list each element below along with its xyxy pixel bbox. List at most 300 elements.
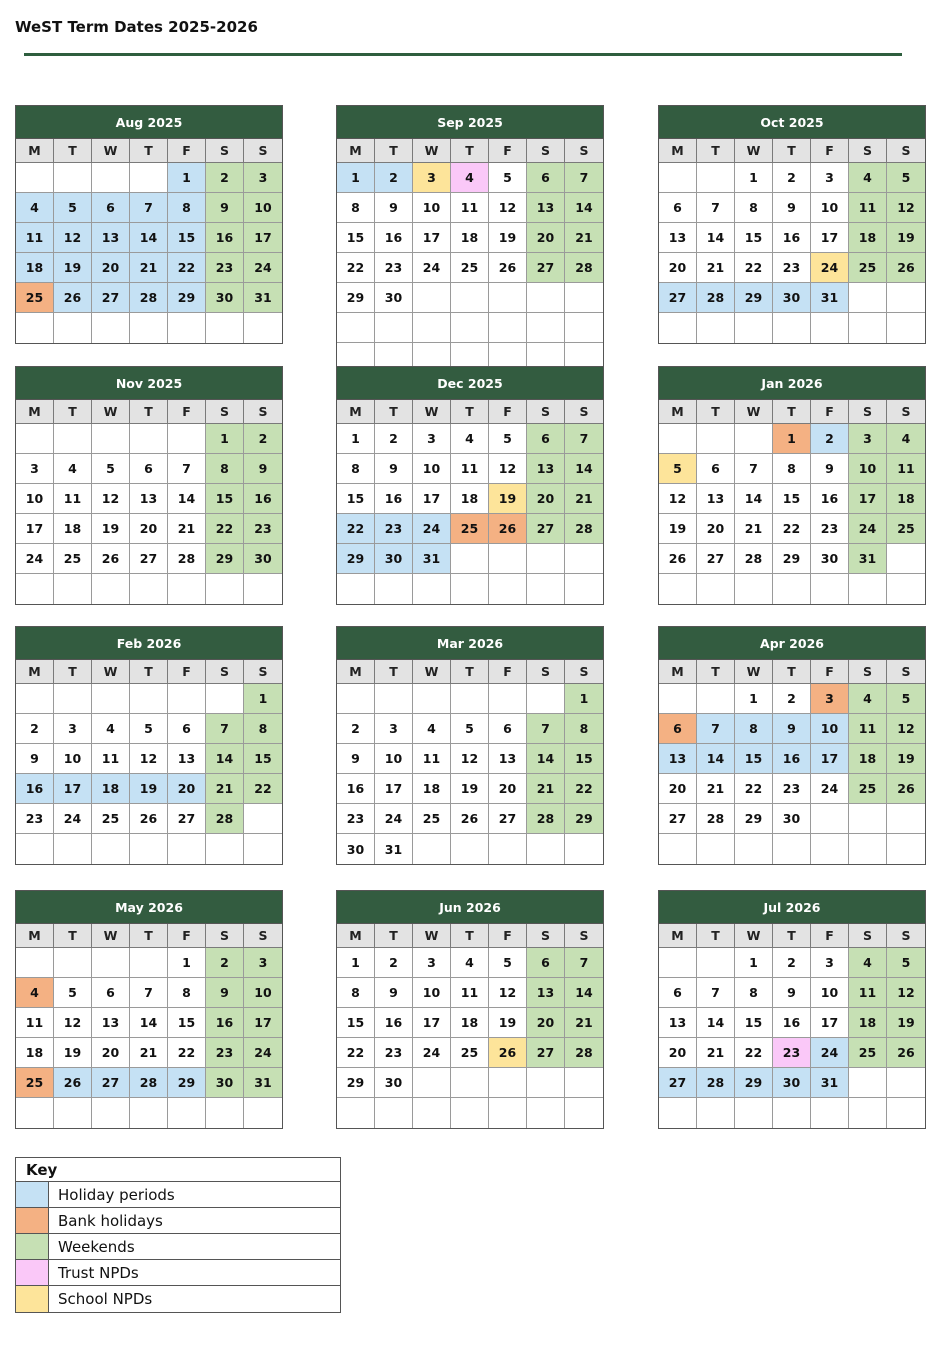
day-cell: 7 [697,978,735,1008]
empty-cell [735,574,773,604]
weekday-header: S [849,660,887,684]
day-cell: 1 [168,948,206,978]
day-cell: 4 [451,424,489,454]
day-cell: 1 [735,948,773,978]
day-cell: 21 [697,253,735,283]
day-cell: 24 [244,1038,282,1068]
day-cell: 28 [206,804,244,834]
day-cell: 19 [887,744,925,774]
weekday-header: M [337,139,375,163]
day-cell: 14 [206,744,244,774]
day-cell: 24 [811,1038,849,1068]
day-cell: 14 [565,978,603,1008]
day-cell: 27 [527,1038,565,1068]
empty-cell [16,424,54,454]
day-cell: 6 [527,948,565,978]
day-cell: 12 [451,744,489,774]
day-cell: 11 [54,484,92,514]
empty-cell [168,574,206,604]
day-cell: 9 [337,744,375,774]
day-cell: 3 [413,948,451,978]
day-cell: 7 [565,948,603,978]
weekday-header: T [54,924,92,948]
day-cell: 30 [206,283,244,313]
day-cell: 17 [811,223,849,253]
day-cell: 26 [887,1038,925,1068]
day-cell: 25 [887,514,925,544]
empty-cell [16,948,54,978]
month-title: Jul 2026 [659,891,925,924]
day-cell: 15 [735,1008,773,1038]
day-cell: 20 [527,484,565,514]
empty-cell [887,834,925,864]
day-cell: 18 [413,774,451,804]
empty-cell [206,574,244,604]
day-cell: 2 [811,424,849,454]
day-cell: 24 [413,514,451,544]
day-cell: 12 [887,714,925,744]
empty-cell [735,424,773,454]
day-cell: 26 [489,253,527,283]
month-title: Aug 2025 [16,106,282,139]
day-cell: 6 [130,454,168,484]
day-cell: 3 [811,684,849,714]
month-title: Feb 2026 [16,627,282,660]
weekday-header: S [887,660,925,684]
weekday-header: S [206,660,244,684]
day-cell: 24 [811,253,849,283]
day-cell: 22 [773,514,811,544]
day-cell: 4 [849,948,887,978]
weekday-header: T [130,139,168,163]
day-cell: 2 [206,163,244,193]
empty-cell [565,574,603,604]
day-cell: 17 [16,514,54,544]
month-title: Mar 2026 [337,627,603,660]
day-cell: 24 [244,253,282,283]
empty-cell [451,313,489,343]
month-calendar [658,890,926,1129]
empty-cell [244,313,282,343]
empty-cell [92,574,130,604]
day-cell: 11 [451,978,489,1008]
month-calendar [658,366,926,605]
day-cell: 16 [811,484,849,514]
key-label: Holiday periods [58,1185,175,1204]
day-cell: 31 [244,1068,282,1098]
empty-cell [489,1098,527,1128]
day-cell: 13 [489,744,527,774]
month-calendar [336,366,604,605]
day-cell: 6 [92,193,130,223]
empty-cell [130,1098,168,1128]
day-cell: 24 [849,514,887,544]
empty-cell [168,684,206,714]
day-cell: 9 [811,454,849,484]
weekday-header: M [659,924,697,948]
empty-cell [527,283,565,313]
empty-cell [659,834,697,864]
month-title: May 2026 [16,891,282,924]
day-cell: 18 [849,1008,887,1038]
weekday-header: T [451,139,489,163]
day-cell: 16 [337,774,375,804]
empty-cell [375,684,413,714]
weekday-header: S [565,139,603,163]
day-cell: 14 [735,484,773,514]
day-cell: 2 [375,163,413,193]
day-cell: 18 [16,253,54,283]
day-cell: 20 [130,514,168,544]
day-cell: 11 [451,454,489,484]
empty-cell [337,313,375,343]
empty-cell [92,163,130,193]
day-cell: 15 [773,484,811,514]
day-cell: 31 [811,1068,849,1098]
school-npd-swatch [16,1286,49,1312]
empty-cell [527,1098,565,1128]
day-grid [337,924,603,1128]
day-cell: 12 [54,223,92,253]
empty-cell [849,1098,887,1128]
day-cell: 18 [16,1038,54,1068]
empty-cell [16,574,54,604]
day-cell: 3 [16,454,54,484]
empty-cell [811,834,849,864]
day-cell: 14 [565,193,603,223]
empty-cell [489,1068,527,1098]
day-cell: 4 [413,714,451,744]
day-cell: 10 [375,744,413,774]
weekday-header: S [206,400,244,424]
month-calendar [15,105,283,344]
day-cell: 13 [697,484,735,514]
day-cell: 30 [773,283,811,313]
day-cell: 31 [375,834,413,864]
empty-cell [849,313,887,343]
day-cell: 27 [92,283,130,313]
day-cell: 2 [16,714,54,744]
day-cell: 2 [375,948,413,978]
day-cell: 19 [451,774,489,804]
day-cell: 21 [206,774,244,804]
empty-cell [16,313,54,343]
day-cell: 29 [337,283,375,313]
day-cell: 28 [168,544,206,574]
day-grid [659,924,925,1128]
weekday-header: F [811,400,849,424]
weekday-header: W [92,660,130,684]
empty-cell [565,313,603,343]
day-cell: 30 [244,544,282,574]
empty-cell [413,313,451,343]
weekday-header: W [413,924,451,948]
empty-cell [337,684,375,714]
day-cell: 28 [565,1038,603,1068]
day-cell: 15 [168,223,206,253]
empty-cell [887,544,925,574]
day-cell: 4 [16,978,54,1008]
weekday-header: S [887,400,925,424]
weekday-header: F [489,400,527,424]
day-cell: 30 [206,1068,244,1098]
empty-cell [887,574,925,604]
day-cell: 16 [206,223,244,253]
weekday-header: M [659,400,697,424]
day-grid [337,660,603,864]
empty-cell [773,1098,811,1128]
day-grid [16,400,282,604]
day-cell: 7 [527,714,565,744]
empty-cell [697,948,735,978]
day-cell: 13 [527,454,565,484]
empty-cell [811,804,849,834]
day-cell: 16 [244,484,282,514]
day-cell: 5 [489,948,527,978]
day-cell: 7 [130,193,168,223]
day-cell: 14 [168,484,206,514]
day-cell: 19 [130,774,168,804]
day-cell: 28 [697,283,735,313]
day-cell: 25 [92,804,130,834]
month-calendar [336,890,604,1129]
weekday-header: S [244,924,282,948]
day-cell: 4 [54,454,92,484]
weekday-header: S [849,400,887,424]
day-cell: 23 [375,1038,413,1068]
day-cell: 23 [244,514,282,544]
day-cell: 20 [527,223,565,253]
day-cell: 24 [16,544,54,574]
day-cell: 10 [849,454,887,484]
day-grid [659,139,925,343]
day-cell: 14 [527,744,565,774]
month-calendar [15,366,283,605]
day-cell: 15 [337,1008,375,1038]
day-cell: 26 [659,544,697,574]
day-cell: 26 [54,1068,92,1098]
day-cell: 5 [130,714,168,744]
empty-cell [887,804,925,834]
day-cell: 26 [54,283,92,313]
weekday-header: T [773,924,811,948]
day-cell: 30 [375,283,413,313]
day-cell: 10 [16,484,54,514]
day-cell: 5 [54,978,92,1008]
day-cell: 24 [811,774,849,804]
weekday-header: S [565,660,603,684]
day-cell: 12 [130,744,168,774]
key-label: Weekends [58,1237,135,1256]
day-cell: 9 [773,714,811,744]
empty-cell [413,574,451,604]
day-cell: 21 [565,484,603,514]
weekday-header: W [413,139,451,163]
day-cell: 16 [773,223,811,253]
weekday-header: T [697,139,735,163]
day-cell: 25 [413,804,451,834]
key-row-weekend [16,1234,340,1260]
day-cell: 8 [735,193,773,223]
day-cell: 12 [54,1008,92,1038]
day-cell: 28 [565,514,603,544]
day-cell: 28 [130,1068,168,1098]
weekday-header: T [697,924,735,948]
day-cell: 9 [16,744,54,774]
day-cell: 10 [54,744,92,774]
empty-cell [451,1098,489,1128]
empty-cell [92,313,130,343]
day-cell: 31 [849,544,887,574]
day-cell: 23 [811,514,849,544]
day-cell: 23 [773,1038,811,1068]
weekday-header: W [735,400,773,424]
day-cell: 13 [659,223,697,253]
day-cell: 10 [244,978,282,1008]
day-cell: 3 [54,714,92,744]
empty-cell [130,574,168,604]
empty-cell [527,313,565,343]
day-cell: 17 [849,484,887,514]
empty-cell [489,684,527,714]
empty-cell [54,424,92,454]
day-cell: 19 [887,1008,925,1038]
key-row-bank [16,1208,340,1234]
day-cell: 25 [16,283,54,313]
day-cell: 26 [489,514,527,544]
month-calendar [15,626,283,865]
day-cell: 23 [206,1038,244,1068]
day-cell: 21 [697,1038,735,1068]
empty-cell [697,834,735,864]
day-cell: 12 [489,193,527,223]
day-grid [16,139,282,343]
day-cell: 19 [92,514,130,544]
day-grid [659,660,925,864]
day-cell: 1 [735,163,773,193]
empty-cell [527,544,565,574]
empty-cell [375,1098,413,1128]
day-cell: 5 [489,163,527,193]
day-cell: 27 [527,514,565,544]
empty-cell [337,1098,375,1128]
day-cell: 5 [54,193,92,223]
day-cell: 11 [887,454,925,484]
day-cell: 13 [659,744,697,774]
empty-cell [849,283,887,313]
key-label: Bank holidays [58,1211,163,1230]
day-cell: 17 [375,774,413,804]
day-cell: 31 [811,283,849,313]
page-title: WeST Term Dates 2025-2026 [15,18,258,36]
weekday-header: F [168,924,206,948]
weekday-header: F [489,660,527,684]
empty-cell [697,424,735,454]
empty-cell [54,313,92,343]
empty-cell [413,283,451,313]
weekday-header: M [337,660,375,684]
day-cell: 2 [337,714,375,744]
empty-cell [565,1068,603,1098]
weekday-header: S [887,139,925,163]
day-cell: 23 [337,804,375,834]
day-cell: 9 [206,978,244,1008]
day-cell: 21 [735,514,773,544]
day-cell: 7 [565,424,603,454]
day-cell: 30 [375,1068,413,1098]
empty-cell [849,804,887,834]
empty-cell [811,574,849,604]
day-cell: 6 [527,163,565,193]
weekday-header: W [735,660,773,684]
day-cell: 7 [735,454,773,484]
weekday-header: S [527,400,565,424]
weekday-header: T [54,660,92,684]
key-row-trust [16,1260,340,1286]
empty-cell [206,313,244,343]
day-grid [16,924,282,1128]
day-cell: 27 [527,253,565,283]
weekday-header: M [337,400,375,424]
day-cell: 16 [773,744,811,774]
empty-cell [168,424,206,454]
day-cell: 11 [849,193,887,223]
day-cell: 24 [375,804,413,834]
day-cell: 4 [451,163,489,193]
empty-cell [887,1068,925,1098]
weekday-header: F [489,139,527,163]
day-cell: 3 [244,948,282,978]
day-cell: 8 [735,978,773,1008]
day-cell: 10 [811,193,849,223]
day-cell: 17 [413,1008,451,1038]
day-cell: 22 [735,253,773,283]
weekday-header: W [92,400,130,424]
day-cell: 29 [735,1068,773,1098]
weekday-header: S [206,139,244,163]
day-cell: 1 [735,684,773,714]
weekday-header: T [130,660,168,684]
weekday-header: T [451,660,489,684]
empty-cell [375,574,413,604]
empty-cell [849,834,887,864]
day-cell: 22 [337,253,375,283]
weekday-header: S [527,660,565,684]
empty-cell [206,834,244,864]
day-cell: 23 [16,804,54,834]
day-cell: 29 [735,804,773,834]
day-cell: 5 [887,163,925,193]
empty-cell [489,834,527,864]
day-cell: 2 [773,684,811,714]
empty-cell [375,313,413,343]
empty-cell [773,834,811,864]
empty-cell [697,574,735,604]
day-cell: 15 [206,484,244,514]
empty-cell [244,804,282,834]
day-cell: 17 [413,484,451,514]
day-cell: 5 [887,684,925,714]
day-cell: 29 [337,544,375,574]
day-cell: 26 [489,1038,527,1068]
weekday-header: T [773,400,811,424]
day-cell: 7 [565,163,603,193]
day-cell: 26 [130,804,168,834]
empty-cell [168,313,206,343]
day-cell: 22 [565,774,603,804]
month-calendar [336,105,604,374]
day-cell: 1 [206,424,244,454]
